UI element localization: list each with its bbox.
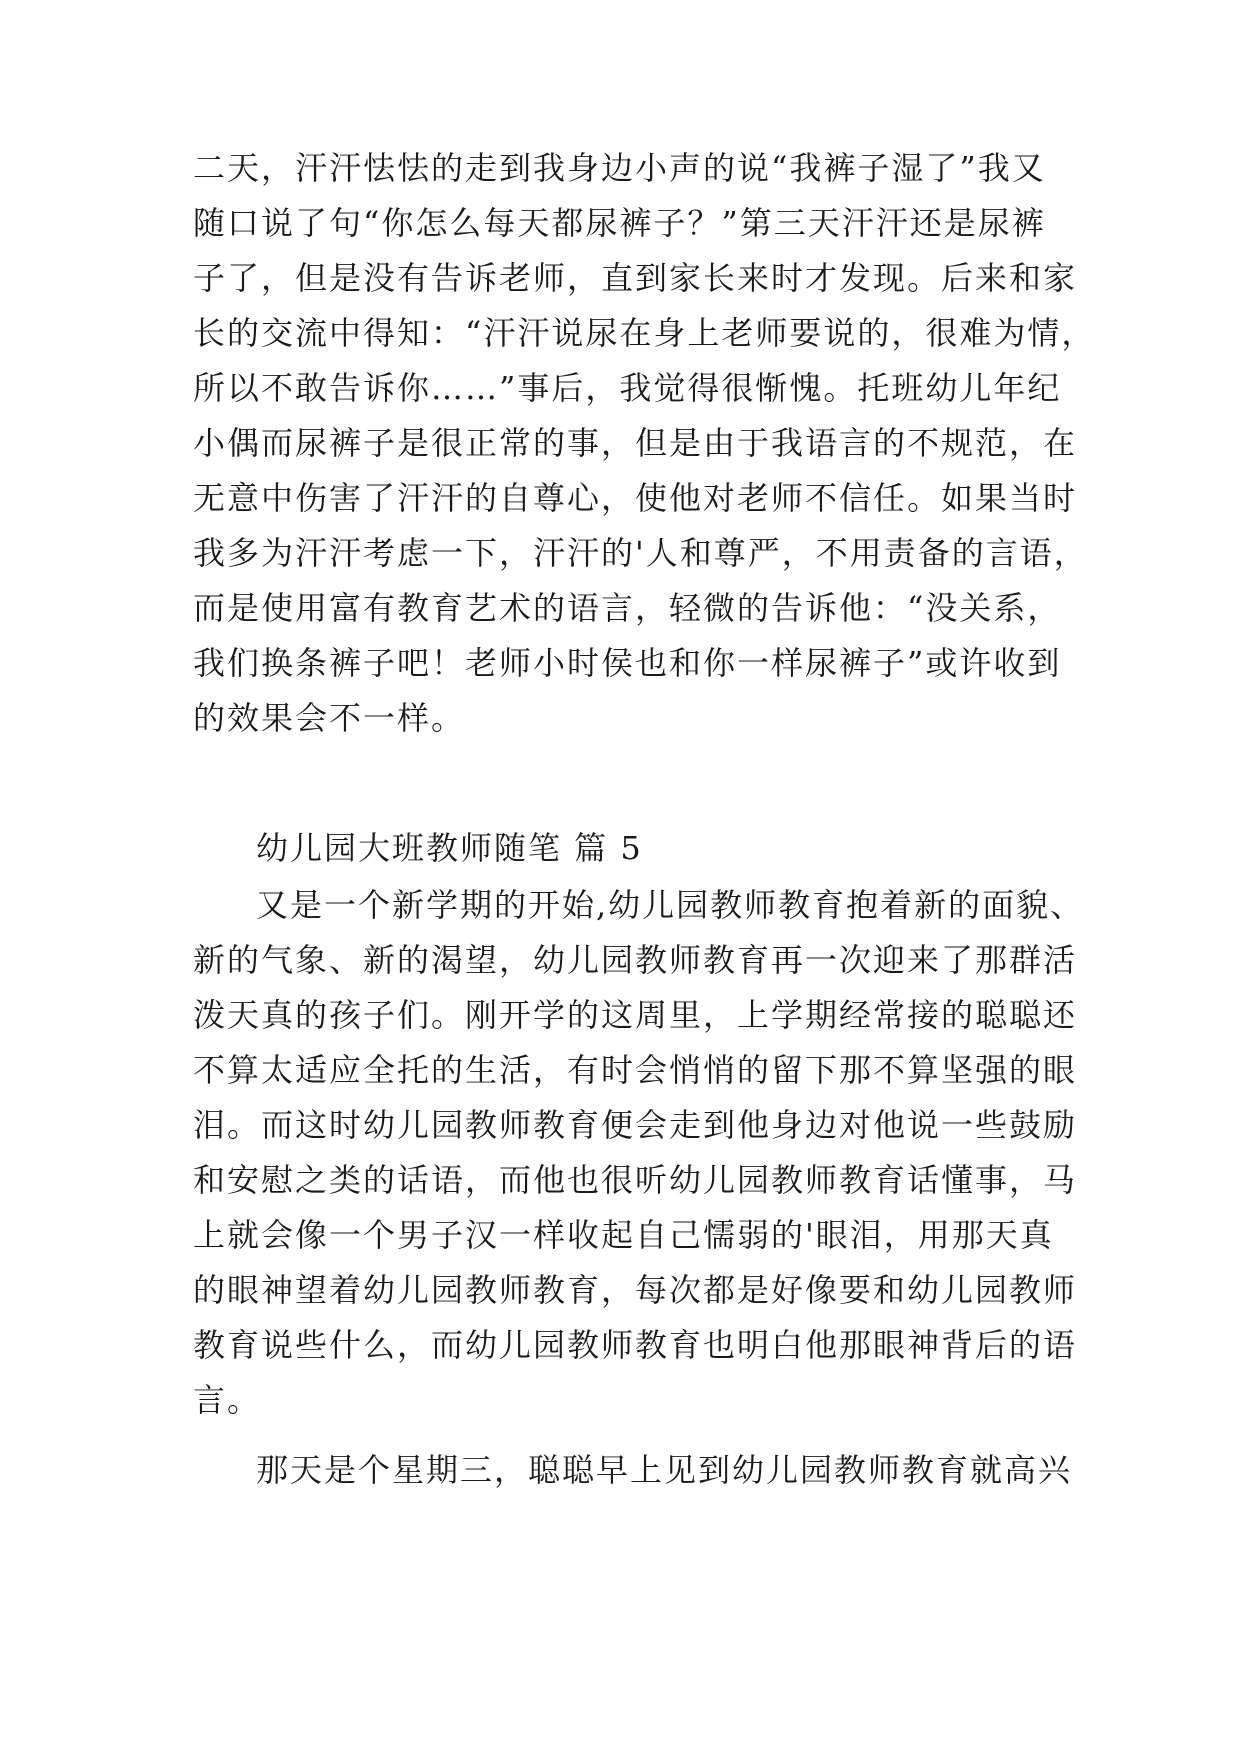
text-line: 和安慰之类的话语，而他也很听幼儿园教师教育话懂事，马 (193, 1161, 1078, 1199)
paragraph-first-line: 又是一个新学期的开始,幼儿园教师教育抱着新的面貌、 (256, 886, 1085, 924)
text-line: 泼天真的孩子们。刚开学的这周里，上学期经常接的聪聪还 (193, 996, 1078, 1034)
text-line: 小偶而尿裤子是很正常的事，但是由于我语言的不规范，在 (193, 424, 1078, 462)
text-line: 无意中伤害了汗汗的自尊心，使他对老师不信任。如果当时 (193, 479, 1078, 517)
text-line: 而是使用富有教育艺术的语言，轻微的告诉他：“没关系， (193, 589, 1062, 627)
text-line: 泪。而这时幼儿园教师教育便会走到他身边对他说一些鼓励 (193, 1106, 1078, 1144)
text-line: 教育说些什么，而幼儿园教师教育也明白他那眼神背后的语 (193, 1326, 1078, 1364)
text-line: 的效果会不一样。 (193, 699, 466, 737)
text-line: 的眼神望着幼儿园教师教育，每次都是好像要和幼儿园教师 (193, 1271, 1078, 1309)
section-heading: 幼儿园大班教师随笔 篇 5 (256, 829, 643, 867)
text-line: 长的交流中得知：“汗汗说尿在身上老师要说的，很难为情， (193, 314, 1096, 352)
paragraph-first-line: 那天是个星期三，聪聪早上见到幼儿园教师教育就高兴 (256, 1451, 1073, 1489)
text-line: 我多为汗汗考虑一下，汗汗的'人和尊严，不用责备的言语， (193, 534, 1088, 572)
text-line: 我们换条裤子吧！老师小时侯也和你一样尿裤子”或许收到 (193, 644, 1062, 682)
text-line: 子了，但是没有告诉老师，直到家长来时才发现。后来和家 (193, 259, 1078, 297)
text-line: 所以不敢告诉你……”事后，我觉得很惭愧。托班幼儿年纪 (193, 369, 1062, 407)
text-line: 言。 (193, 1381, 262, 1419)
text-line: 随口说了句“你怎么每天都尿裤子？”第三天汗汗还是尿裤 (193, 204, 1046, 242)
text-line: 不算太适应全托的生活，有时会悄悄的留下那不算坚强的眼 (193, 1051, 1078, 1089)
text-line: 新的气象、新的渴望，幼儿园教师教育再一次迎来了那群活 (193, 941, 1078, 979)
text-line: 二天，汗汗怯怯的走到我身边小声的说“我裤子湿了”我又 (193, 149, 1046, 187)
text-line: 上就会像一个男子汉一样收起自己懦弱的'眼泪，用那天真 (193, 1216, 1054, 1254)
